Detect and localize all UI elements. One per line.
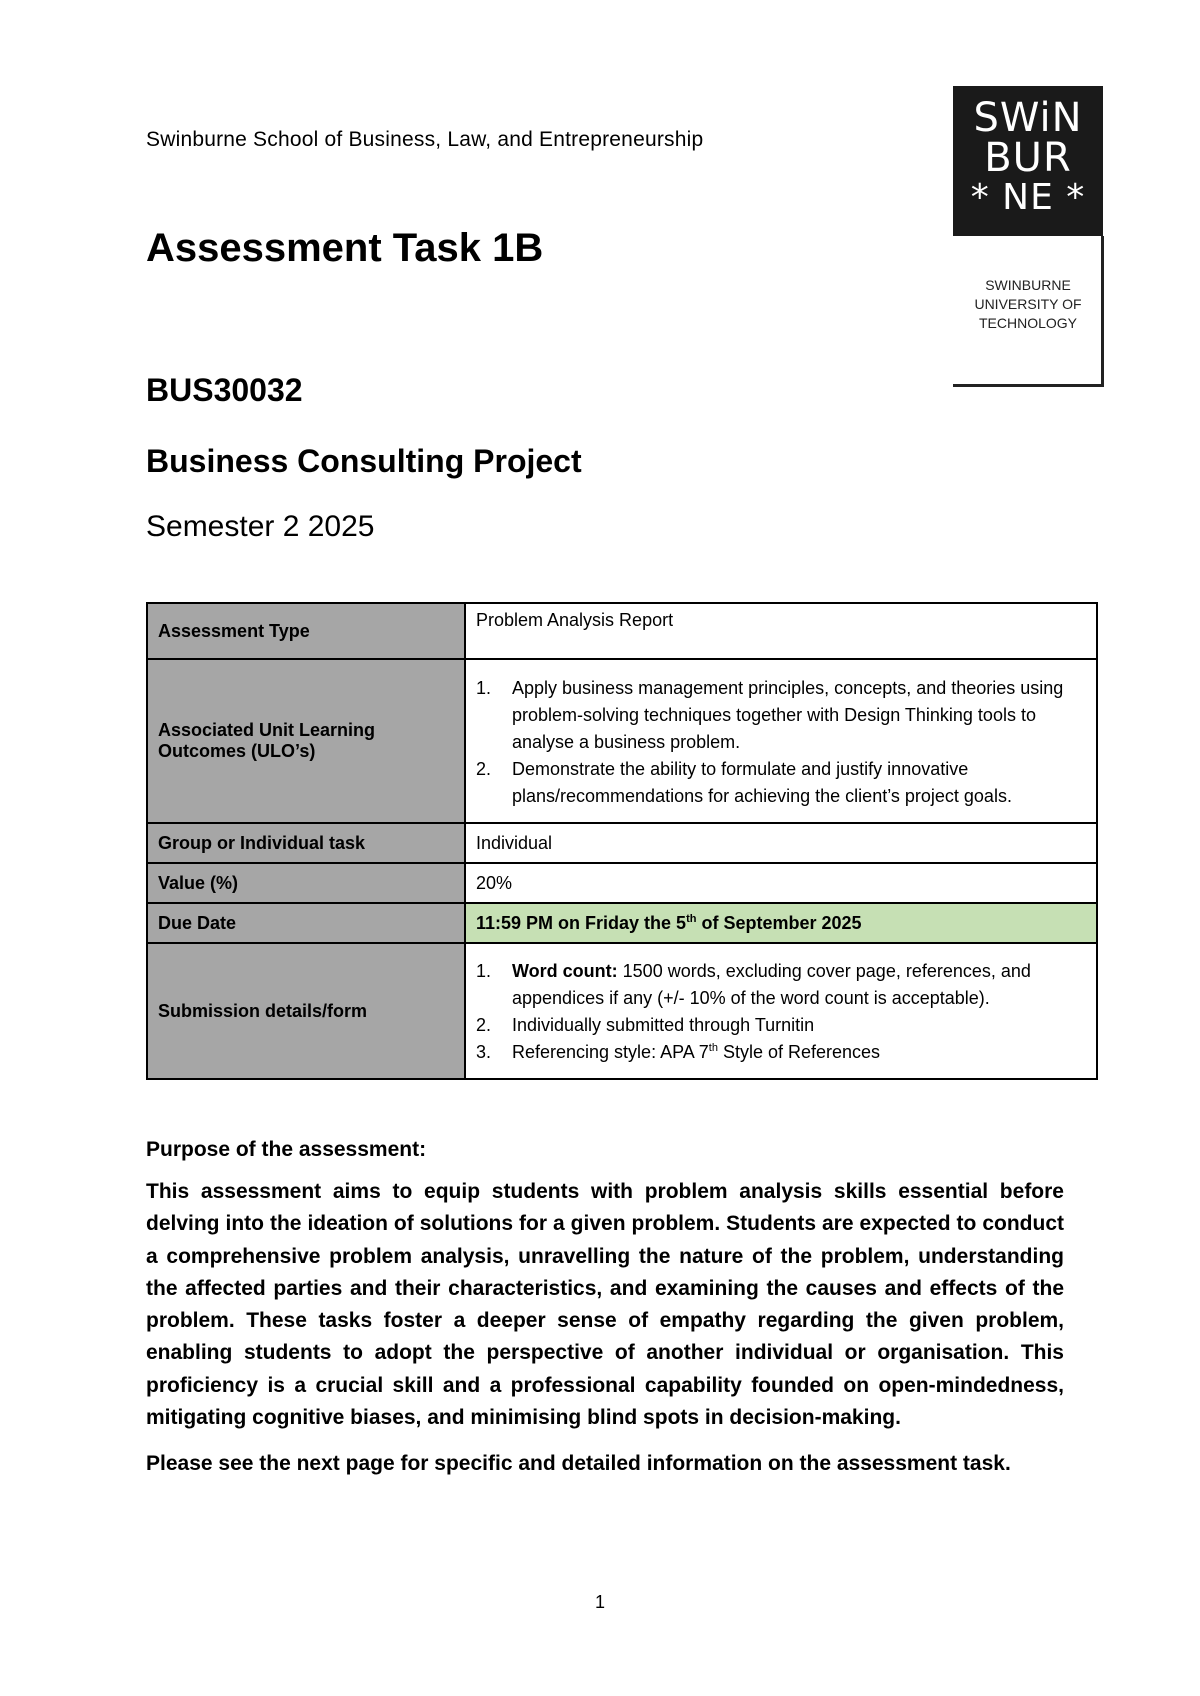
semester: Semester 2 2025	[146, 510, 375, 543]
logo-caption-line-2: UNIVERSITY OF	[974, 296, 1082, 312]
table-row	[147, 603, 1097, 659]
logo-caption-line-3: TECHNOLOGY	[978, 315, 1077, 331]
next-page-note: Please see the next page for specific and detailed information on the assessment task.	[146, 1452, 1011, 1475]
list-item	[476, 756, 1086, 810]
ulo-label: Associated Unit Learning Outcomes (ULO’s)	[147, 659, 465, 823]
purpose-heading: Purpose of the assessment:	[146, 1138, 427, 1161]
unit-name: Business Consulting Project	[146, 443, 582, 479]
submission-method-text: Individually submitted through Turnitin	[512, 1015, 815, 1035]
due-date-value	[465, 903, 1097, 943]
list-number: 1.	[476, 961, 492, 981]
due-date-label: Due Date	[147, 903, 465, 943]
due-date-rest: of September 2025	[696, 912, 862, 933]
assessment-type-label: Assessment Type	[147, 603, 465, 659]
submission-list	[476, 954, 1086, 1068]
referencing-text: Referencing style: APA 7	[512, 1042, 709, 1062]
table-row	[147, 943, 1097, 1079]
submission-value	[465, 943, 1097, 1079]
ulo-text: Demonstrate the ability to formulate and justify innovative plans/recommendations for achieving the client’s project goals.	[512, 758, 1012, 806]
table-row	[147, 903, 1097, 943]
referencing-rest: Style of References	[717, 1042, 881, 1062]
table-row	[147, 659, 1097, 823]
logo-caption-frame	[953, 236, 1104, 387]
logo-caption	[953, 276, 1103, 333]
list-number: 2.	[476, 1015, 492, 1035]
submission-label: Submission details/form	[147, 943, 465, 1079]
table-row	[147, 863, 1097, 903]
list-item	[476, 675, 1086, 756]
ulo-text: Apply business management principles, concepts, and theories using problem-solving techniques together with Design Thinking tools to analyse a business problem.	[512, 677, 1064, 752]
page-number: 1	[594, 1592, 605, 1612]
logo-caption-line-1: SWINBURNE	[985, 277, 1071, 293]
logo-line-1: SWiN	[973, 95, 1083, 141]
list-number: 1.	[476, 677, 492, 698]
ulo-list	[476, 671, 1086, 812]
assessment-title: Assessment Task 1B	[146, 226, 544, 270]
referencing-suffix: th	[708, 1042, 718, 1054]
word-count-text: 1500 words, excluding cover page, references, and appendices if any (+/- 10% of the word count is acceptable).	[512, 961, 1031, 1008]
unit-code: BUS30032	[146, 372, 303, 408]
value-label: Value (%)	[147, 863, 465, 903]
due-date-main: 11:59 PM on Friday the 5	[476, 912, 687, 933]
group-value: Individual	[465, 823, 1097, 863]
list-item	[476, 1012, 1086, 1039]
value-value: 20%	[465, 863, 1097, 903]
list-item	[476, 1039, 1086, 1066]
table-row	[147, 823, 1097, 863]
list-number: 3.	[476, 1042, 492, 1062]
assessment-type-value: Problem Analysis Report	[465, 603, 1097, 659]
list-item	[476, 958, 1086, 1012]
due-date-suffix: th	[686, 912, 697, 925]
purpose-body: This assessment aims to equip students with problem analysis skills essential before delving into the ideation of solutions for a given problem. Students are expected to conduct a comprehensive problem analysis, unravelling the nature of the problem, understanding the affected parties and their characteristics, and examining the causes and effects of the problem. These tasks foster a deeper sense of empathy regarding the given problem, enabling students to adopt the perspective of another individual or organisation. This proficiency is a crucial skill and a professional capability founded on open-mindedness, mitigating cognitive biases, and minimising blind spots in decision-making.	[146, 1180, 1064, 1430]
logo-line-3: * NE *	[970, 177, 1086, 218]
logo-line-2: BUR	[984, 135, 1072, 181]
swinburne-logo	[953, 86, 1103, 236]
school-name: Swinburne School of Business, Law, and Entrepreneurship	[146, 128, 704, 151]
assessment-info-table	[146, 602, 1098, 1080]
ulo-value	[465, 659, 1097, 823]
word-count-label: Word count:	[512, 961, 618, 981]
list-number: 2.	[476, 758, 492, 779]
group-label: Group or Individual task	[147, 823, 465, 863]
